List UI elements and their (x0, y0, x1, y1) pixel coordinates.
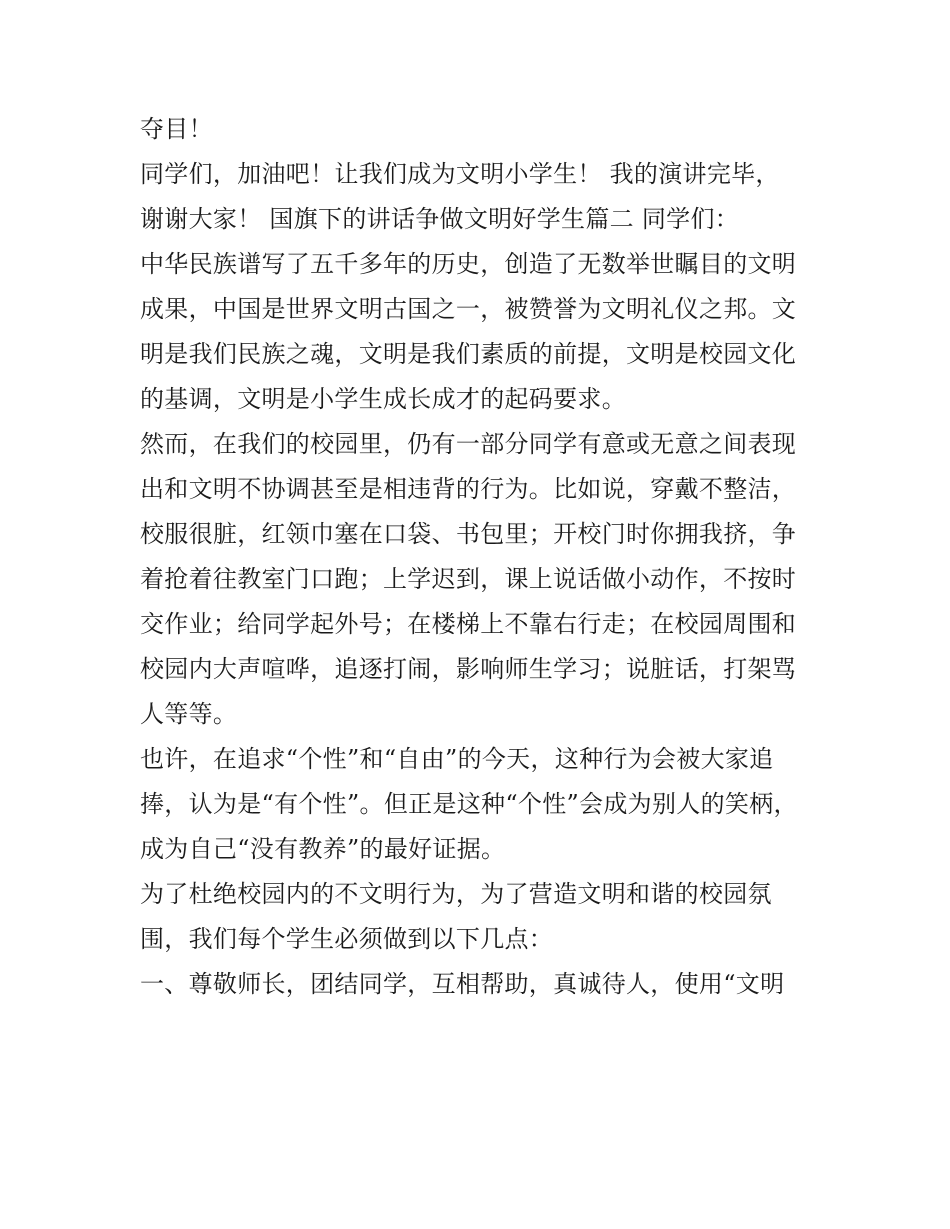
text-line: 也许，在追求“个性”和“自由”的今天，这种行为会被大家追 (140, 745, 774, 773)
text-line: 然而，在我们的校园里，仍有一部分同学有意或无意之间表现 (140, 430, 797, 458)
text-line: 围，我们每个学生必须做到以下几点： (140, 925, 554, 953)
text-line: 同学们，加油吧！让我们成为文明小学生！ 我的演讲完毕， (140, 160, 780, 188)
text-line: 捧，认为是“有个性”。但正是这种“个性”会成为别人的笑柄， (140, 790, 798, 818)
text-line: 校服很脏，红领巾塞在口袋、书包里；开校门时你拥我挤，争 (140, 520, 797, 548)
text-line: 中华民族谱写了五千多年的历史，创造了无数举世瞩目的文明 (140, 250, 797, 278)
text-line: 成为自己“没有教养”的最好证据。 (140, 835, 506, 863)
text-line: 成果，中国是世界文明古国之一，被赞誉为文明礼仪之邦。文 (140, 295, 797, 323)
text-line: 着抢着往教室门口跑；上学迟到，课上说话做小动作，不按时 (140, 565, 797, 593)
text-line: 为了杜绝校园内的不文明行为，为了营造文明和谐的校园氛 (140, 880, 772, 908)
text-line: 明是我们民族之魂，文明是我们素质的前提，文明是校园文化 (140, 340, 797, 368)
text-line: 校园内大声喧哗，追逐打闹，影响师生学习；说脏话，打架骂 (140, 655, 797, 683)
text-line: 人等等。 (140, 700, 238, 728)
text-line: 的基调，文明是小学生成长成才的起码要求。 (140, 385, 626, 413)
text-line: 出和文明不协调甚至是相违背的行为。比如说，穿戴不整洁， (140, 475, 797, 503)
text-line: 交作业；给同学起外号；在楼梯上不靠右行走；在校园周围和 (140, 610, 797, 638)
document-body (140, 107, 820, 1007)
text-line: 一、尊敬师长，团结同学，互相帮助，真诚待人，使用“文明 (140, 970, 785, 998)
text-line: 谢谢大家！ 国旗下的讲话争做文明好学生篇二 同学们： (140, 205, 740, 233)
text-line: 夺目！ (140, 115, 213, 143)
